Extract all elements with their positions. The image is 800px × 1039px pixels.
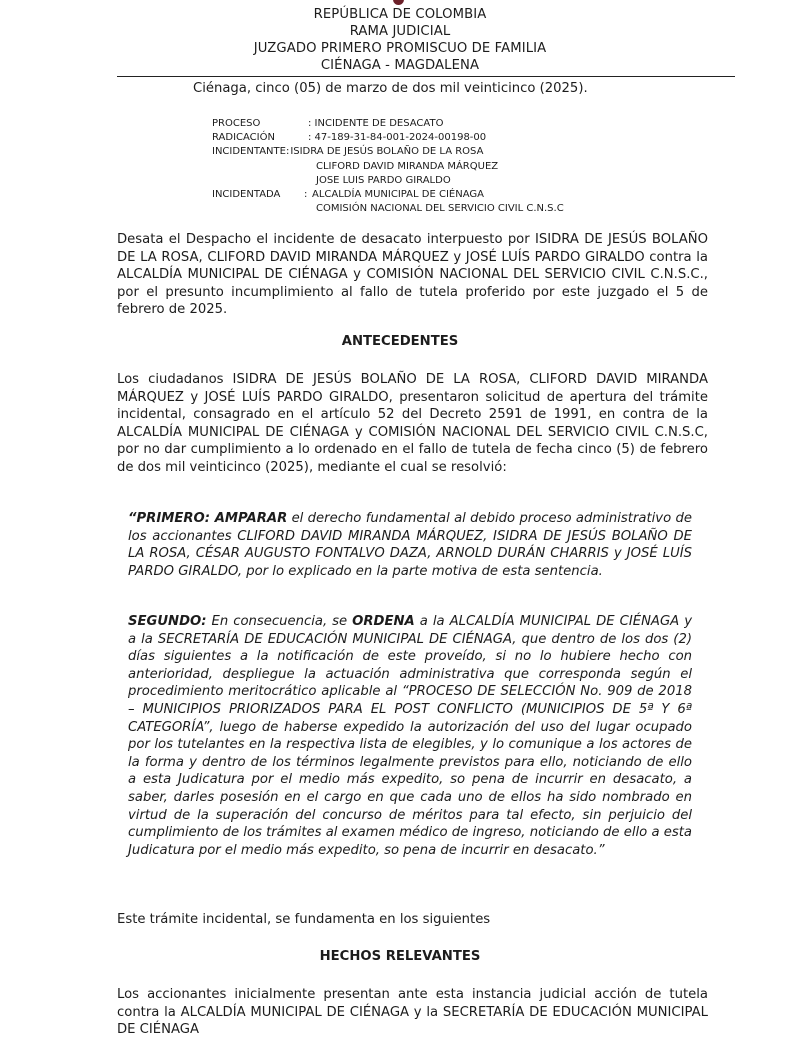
quote-segundo-lead: SEGUNDO: (128, 614, 207, 629)
fundamento-line: Este trámite incidental, se fundamenta en los siguientes (117, 912, 491, 927)
case-info-incidentante (212, 145, 564, 159)
quote-segundo (128, 613, 692, 859)
incidentada-value: COMISIÓN NACIONAL DEL SERVICIO CIVIL C.N.S.C (316, 203, 564, 215)
header-country: REPÚBLICA DE COLOMBIA (313, 7, 487, 22)
incidentante-value: CLIFORD DAVID MIRANDA MÁRQUEZ (316, 160, 499, 172)
proceso-label: PROCESO (212, 118, 261, 129)
date-line: Ciénaga, cinco (05) de marzo de dos mil veinticinco (2025). (193, 81, 588, 96)
header-court: JUZGADO PRIMERO PROMISCUO DE FAMILIA (253, 41, 547, 56)
intro-paragraph: Desata el Despacho el incidente de desacato interpuesto por ISIDRA DE JESÚS BOLAÑO DE LA ROSA, CLIFORD DAVID MIRANDA MÁRQUEZ y JOSÉ LUÍS PARDO GIRALDO contra la ALCALDÍA MUNICIPAL DE CIÉNAGA y COMISIÓN NACIONAL DEL SERVICIO CIVIL C.N.S.C., por el presunto incumplimiento al fallo de tutela proferido por este juzgado el 5 de febrero de 2025. (117, 232, 708, 318)
quote-segundo-text-a: En consecuencia, se (206, 614, 353, 629)
quote-segundo-ordena: ORDENA (352, 614, 415, 629)
proceso-value: : INCIDENTE DE DESACATO (308, 118, 444, 129)
quote-primero-lead: “PRIMERO: AMPARAR (128, 511, 288, 526)
hechos-paragraph: Los accionantes inicialmente presentan ante esta instancia judicial acción de tutela contra la ALCALDÍA MUNICIPAL DE CIÉNAGA y la SECRETARÍA DE EDUCACIÓN MUNICIPAL DE CIÉNAGA (117, 987, 708, 1038)
incidentante-value: JOSE LUIS PARDO GIRALDO (316, 174, 451, 186)
header-location: CIÉNAGA - MAGDALENA (320, 58, 480, 73)
incidentante-label: INCIDENTANTE: (212, 146, 290, 158)
coat-of-arms-emblem-icon (393, 0, 404, 5)
section-title-antecedentes: ANTECEDENTES (341, 334, 459, 349)
header-branch: RAMA JUDICIAL (349, 24, 451, 39)
incidentada-label: INCIDENTADA (212, 189, 281, 201)
section-title-hechos: HECHOS RELEVANTES (319, 949, 481, 964)
quote-primero-text: el derecho fundamental al debido proceso administrativo de los accionantes CLIFORD DAVID MIRANDA MÁRQUEZ, ISIDRA DE JESÚS BOLAÑO DE LA ROSA, CÉSAR AUGUSTO FONTALVO DAZA, ARNOLD DURÁN CHARRIS y JOSÉ LUÍS PARDO GIRALDO, por lo explicado en la parte motiva de esta sentencia. (128, 511, 692, 579)
incidentada-value: ALCALDÍA MUNICIPAL DE CIÉNAGA (312, 189, 484, 201)
incidentada-separator: : (304, 189, 308, 201)
incidentante-value: ISIDRA DE JESÚS BOLAÑO DE LA ROSA (290, 146, 484, 158)
case-info-block (212, 117, 564, 216)
quote-segundo-text-b: a la ALCALDÍA MUNICIPAL DE CIÉNAGA y a la SECRETARÍA DE EDUCACIÓN MUNICIPAL DE CIÉNAGA, que dentro de los dos (2) días siguientes a la notificación de este proveído, si no lo hubiere hecho con anterioridad, despliegue la actuación administrativa que corresponda según el procedimiento meritocrático aplicable al “PROCESO DE SELECCIÓN No. 909 de 2018 – MUNICIPIOS PRIORIZADOS PARA EL POST CONFLICTO (MUNICIPIOS DE 5ª Y 6ª CATEGORÍA”, luego de haberse expedido la autorización del uso del lugar ocupado por los tutelantes en la respectiva lista de elegibles, y lo comunique a los actores de la forma y dentro de los términos legalmente previstos para ello, noticiando de ello a esta Judicatura por el medio más expedito, so pena de incurrir en desacato, a saber, darles posesión en el cargo en que cada uno de ellos ha sido nombrado en virtud de la superación del concurso de méritos para tal efecto, sin perjuicio del cumplimiento de los trámites al examen médico de ingreso, noticiando de ello a esta Judicatura por el medio más expedito, so pena de incurrir en desacato.” (128, 614, 693, 858)
case-info-radicacion (212, 131, 564, 145)
header-divider (117, 76, 735, 77)
case-info-incidentada (212, 188, 564, 202)
quote-primero (128, 510, 692, 580)
case-info-proceso (212, 117, 564, 131)
antecedentes-paragraph: Los ciudadanos ISIDRA DE JESÚS BOLAÑO DE LA ROSA, CLIFORD DAVID MIRANDA MÁRQUEZ y JOSÉ LUÍS PARDO GIRALDO, presentaron solicitud de apertura del trámite incidental, consagrado en el artículo 52 del Decreto 2591 de 1991, en contra de la ALCALDÍA MUNICIPAL DE CIÉNAGA y COMISIÓN NACIONAL DEL SERVICIO CIVIL C.N.S.C, por no dar cumplimiento a lo ordenado en el fallo de tutela de fecha cinco (5) de febrero de dos mil veinticinco (2025), mediante el cual se resolvió: (117, 372, 708, 475)
radicacion-value: : 47-189-31-84-001-2024-00198-00 (308, 132, 487, 144)
radicacion-label: RADICACIÓN (212, 132, 275, 144)
